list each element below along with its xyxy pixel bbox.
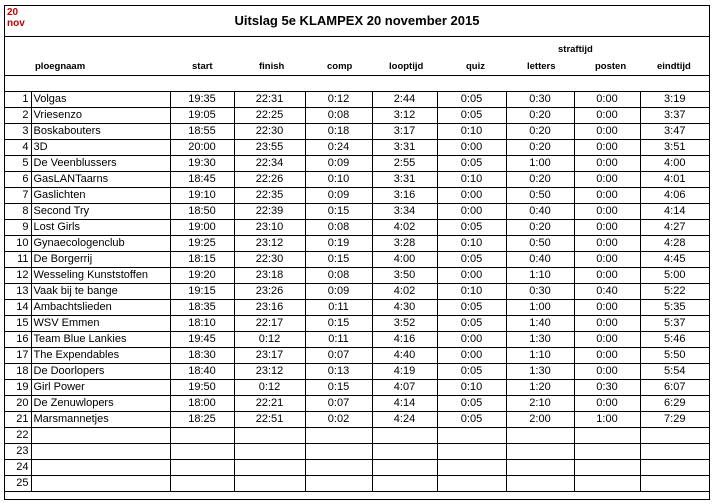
posten-penalty-cell: 0:00 xyxy=(574,252,640,268)
letters-penalty-cell: 0:20 xyxy=(506,108,574,124)
eindtijd-cell: 4:27 xyxy=(640,220,709,236)
eindtijd-cell: 4:06 xyxy=(640,188,709,204)
eindtijd-cell: 5:35 xyxy=(640,300,709,316)
looptijd-cell: 3:31 xyxy=(372,172,437,188)
start-time-cell: 20:00 xyxy=(170,140,234,156)
eindtijd-cell: 4:45 xyxy=(640,252,709,268)
letters-penalty-cell: 1:10 xyxy=(506,268,574,284)
letters-penalty-cell: 1:00 xyxy=(506,300,574,316)
looptijd-cell xyxy=(372,428,437,444)
start-time-cell: 19:00 xyxy=(170,220,234,236)
table-row xyxy=(5,444,709,460)
row-number-cell: 13 xyxy=(5,284,31,300)
looptijd-cell: 3:52 xyxy=(372,316,437,332)
comp-time-cell xyxy=(305,444,372,460)
quiz-penalty-cell: 0:00 xyxy=(437,332,506,348)
results-sheet xyxy=(4,5,710,500)
looptijd-cell: 2:44 xyxy=(372,92,437,108)
row-number-cell: 17 xyxy=(5,348,31,364)
looptijd-cell: 4:14 xyxy=(372,396,437,412)
team-name-cell: Marsmannetjes xyxy=(31,412,170,428)
table-row xyxy=(5,476,709,492)
finish-time-cell: 22:30 xyxy=(234,124,305,140)
table-row xyxy=(5,172,709,188)
looptijd-cell: 4:02 xyxy=(372,284,437,300)
row-number-cell: 10 xyxy=(5,236,31,252)
finish-time-cell: 22:35 xyxy=(234,188,305,204)
table-row xyxy=(5,332,709,348)
table-row xyxy=(5,124,709,140)
looptijd-cell: 4:19 xyxy=(372,364,437,380)
letters-penalty-cell: 1:30 xyxy=(506,364,574,380)
posten-penalty-cell xyxy=(574,428,640,444)
table-row xyxy=(5,236,709,252)
letters-penalty-cell: 1:30 xyxy=(506,332,574,348)
comp-time-cell: 0:07 xyxy=(305,348,372,364)
row-number-cell: 12 xyxy=(5,268,31,284)
posten-penalty-cell: 0:00 xyxy=(574,108,640,124)
comp-time-cell xyxy=(305,460,372,476)
looptijd-cell: 4:07 xyxy=(372,380,437,396)
eindtijd-cell: 5:54 xyxy=(640,364,709,380)
eindtijd-cell: 5:22 xyxy=(640,284,709,300)
row-number-cell: 18 xyxy=(5,364,31,380)
team-name-cell: Ambachtslieden xyxy=(31,300,170,316)
date-badge-day: 20 xyxy=(7,7,19,18)
letters-penalty-cell: 2:10 xyxy=(506,396,574,412)
letters-penalty-cell: 1:10 xyxy=(506,348,574,364)
table-row xyxy=(5,92,709,108)
header-divider xyxy=(5,75,709,76)
header-finish: finish xyxy=(259,61,285,72)
eindtijd-cell: 3:47 xyxy=(640,124,709,140)
team-name-cell: De Zenuwlopers xyxy=(31,396,170,412)
looptijd-cell xyxy=(372,476,437,492)
table-row xyxy=(5,460,709,476)
looptijd-cell: 4:16 xyxy=(372,332,437,348)
header-eindtijd: eindtijd xyxy=(657,61,691,72)
comp-time-cell: 0:15 xyxy=(305,380,372,396)
team-name-cell: GasLANTaarns xyxy=(31,172,170,188)
looptijd-cell: 3:16 xyxy=(372,188,437,204)
table-row xyxy=(5,204,709,220)
start-time-cell: 19:15 xyxy=(170,284,234,300)
row-number-cell: 15 xyxy=(5,316,31,332)
quiz-penalty-cell: 0:05 xyxy=(437,412,506,428)
finish-time-cell: 22:31 xyxy=(234,92,305,108)
looptijd-cell xyxy=(372,460,437,476)
finish-time-cell: 22:21 xyxy=(234,396,305,412)
posten-penalty-cell: 0:00 xyxy=(574,172,640,188)
posten-penalty-cell: 0:00 xyxy=(574,124,640,140)
comp-time-cell: 0:15 xyxy=(305,252,372,268)
title-bar xyxy=(5,6,709,37)
comp-time-cell: 0:13 xyxy=(305,364,372,380)
finish-time-cell: 22:34 xyxy=(234,156,305,172)
quiz-penalty-cell: 0:05 xyxy=(437,220,506,236)
comp-time-cell: 0:08 xyxy=(305,268,372,284)
quiz-penalty-cell: 0:05 xyxy=(437,300,506,316)
team-name-cell: Team Blue Lankies xyxy=(31,332,170,348)
header-start: start xyxy=(192,61,213,72)
eindtijd-cell: 4:14 xyxy=(640,204,709,220)
team-name-cell: De Doorlopers xyxy=(31,364,170,380)
table-row xyxy=(5,268,709,284)
posten-penalty-cell xyxy=(574,444,640,460)
team-name-cell: De Borgerrij xyxy=(31,252,170,268)
results-table xyxy=(5,91,709,492)
row-number-cell: 23 xyxy=(5,444,31,460)
row-number-cell: 7 xyxy=(5,188,31,204)
letters-penalty-cell: 1:40 xyxy=(506,316,574,332)
row-number-cell: 24 xyxy=(5,460,31,476)
comp-time-cell: 0:09 xyxy=(305,188,372,204)
table-row xyxy=(5,220,709,236)
start-time-cell: 19:10 xyxy=(170,188,234,204)
table-row xyxy=(5,284,709,300)
letters-penalty-cell: 0:50 xyxy=(506,236,574,252)
eindtijd-cell: 5:37 xyxy=(640,316,709,332)
start-time-cell: 18:25 xyxy=(170,412,234,428)
comp-time-cell: 0:19 xyxy=(305,236,372,252)
header-posten: posten xyxy=(595,61,627,72)
quiz-penalty-cell: 0:00 xyxy=(437,268,506,284)
row-number-cell: 21 xyxy=(5,412,31,428)
table-row xyxy=(5,380,709,396)
table-row xyxy=(5,156,709,172)
looptijd-cell: 3:34 xyxy=(372,204,437,220)
team-name-cell: Vriesenzo xyxy=(31,108,170,124)
eindtijd-cell xyxy=(640,476,709,492)
finish-time-cell xyxy=(234,460,305,476)
eindtijd-cell xyxy=(640,444,709,460)
table-row xyxy=(5,316,709,332)
quiz-penalty-cell: 0:10 xyxy=(437,284,506,300)
posten-penalty-cell: 0:00 xyxy=(574,220,640,236)
start-time-cell: 18:00 xyxy=(170,396,234,412)
eindtijd-cell: 5:50 xyxy=(640,348,709,364)
start-time-cell: 19:35 xyxy=(170,92,234,108)
quiz-penalty-cell: 0:10 xyxy=(437,236,506,252)
table-row xyxy=(5,364,709,380)
team-name-cell: 3D xyxy=(31,140,170,156)
start-time-cell: 18:10 xyxy=(170,316,234,332)
header-letters: letters xyxy=(527,61,556,72)
looptijd-cell: 3:12 xyxy=(372,108,437,124)
start-time-cell: 18:15 xyxy=(170,252,234,268)
comp-time-cell: 0:24 xyxy=(305,140,372,156)
table-row xyxy=(5,348,709,364)
finish-time-cell: 22:51 xyxy=(234,412,305,428)
eindtijd-cell: 7:29 xyxy=(640,412,709,428)
finish-time-cell: 23:55 xyxy=(234,140,305,156)
eindtijd-cell: 6:29 xyxy=(640,396,709,412)
quiz-penalty-cell: 0:05 xyxy=(437,108,506,124)
row-number-cell: 9 xyxy=(5,220,31,236)
start-time-cell: 19:05 xyxy=(170,108,234,124)
looptijd-cell: 3:50 xyxy=(372,268,437,284)
quiz-penalty-cell: 0:05 xyxy=(437,156,506,172)
comp-time-cell: 0:11 xyxy=(305,300,372,316)
looptijd-cell: 3:17 xyxy=(372,124,437,140)
quiz-penalty-cell: 0:10 xyxy=(437,172,506,188)
table-row xyxy=(5,396,709,412)
letters-penalty-cell: 0:20 xyxy=(506,124,574,140)
letters-penalty-cell: 0:40 xyxy=(506,204,574,220)
header-straftijd: straftijd xyxy=(558,44,593,55)
quiz-penalty-cell: 0:10 xyxy=(437,124,506,140)
finish-time-cell: 0:12 xyxy=(234,332,305,348)
quiz-penalty-cell xyxy=(437,428,506,444)
finish-time-cell xyxy=(234,444,305,460)
team-name-cell: Gynaecologenclub xyxy=(31,236,170,252)
row-number-cell: 14 xyxy=(5,300,31,316)
table-row xyxy=(5,140,709,156)
finish-time-cell: 22:17 xyxy=(234,316,305,332)
start-time-cell: 18:55 xyxy=(170,124,234,140)
date-badge-month: nov xyxy=(7,18,25,29)
looptijd-cell: 4:00 xyxy=(372,252,437,268)
posten-penalty-cell: 0:30 xyxy=(574,380,640,396)
finish-time-cell: 23:18 xyxy=(234,268,305,284)
row-number-cell: 1 xyxy=(5,92,31,108)
posten-penalty-cell: 0:00 xyxy=(574,204,640,220)
team-name-cell xyxy=(31,428,170,444)
posten-penalty-cell: 0:00 xyxy=(574,188,640,204)
quiz-penalty-cell: 0:05 xyxy=(437,92,506,108)
start-time-cell: 18:50 xyxy=(170,204,234,220)
row-number-cell: 3 xyxy=(5,124,31,140)
quiz-penalty-cell: 0:05 xyxy=(437,396,506,412)
posten-penalty-cell: 0:00 xyxy=(574,268,640,284)
start-time-cell: 18:45 xyxy=(170,172,234,188)
team-name-cell: Girl Power xyxy=(31,380,170,396)
team-name-cell: Gaslichten xyxy=(31,188,170,204)
looptijd-cell: 4:40 xyxy=(372,348,437,364)
row-number-cell: 8 xyxy=(5,204,31,220)
comp-time-cell: 0:02 xyxy=(305,412,372,428)
header-quiz: quiz xyxy=(466,61,485,72)
quiz-penalty-cell: 0:00 xyxy=(437,348,506,364)
eindtijd-cell: 3:51 xyxy=(640,140,709,156)
comp-time-cell xyxy=(305,476,372,492)
start-time-cell: 19:45 xyxy=(170,332,234,348)
comp-time-cell: 0:07 xyxy=(305,396,372,412)
start-time-cell: 19:25 xyxy=(170,236,234,252)
quiz-penalty-cell: 0:00 xyxy=(437,188,506,204)
comp-time-cell: 0:15 xyxy=(305,204,372,220)
letters-penalty-cell: 0:30 xyxy=(506,284,574,300)
finish-time-cell: 23:12 xyxy=(234,364,305,380)
quiz-penalty-cell xyxy=(437,444,506,460)
finish-time-cell: 0:12 xyxy=(234,380,305,396)
comp-time-cell xyxy=(305,428,372,444)
posten-penalty-cell: 0:00 xyxy=(574,332,640,348)
posten-penalty-cell: 0:00 xyxy=(574,348,640,364)
finish-time-cell: 23:17 xyxy=(234,348,305,364)
start-time-cell: 19:50 xyxy=(170,380,234,396)
letters-penalty-cell xyxy=(506,444,574,460)
eindtijd-cell: 3:19 xyxy=(640,92,709,108)
finish-time-cell xyxy=(234,428,305,444)
comp-time-cell: 0:10 xyxy=(305,172,372,188)
start-time-cell: 19:20 xyxy=(170,268,234,284)
table-row xyxy=(5,412,709,428)
table-row xyxy=(5,108,709,124)
finish-time-cell: 22:26 xyxy=(234,172,305,188)
table-row xyxy=(5,300,709,316)
letters-penalty-cell: 0:40 xyxy=(506,252,574,268)
row-number-cell: 22 xyxy=(5,428,31,444)
row-number-cell: 25 xyxy=(5,476,31,492)
team-name-cell: Second Try xyxy=(31,204,170,220)
eindtijd-cell: 4:00 xyxy=(640,156,709,172)
page-title: Uitslag 5e KLAMPEX 20 november 2015 xyxy=(234,13,480,28)
quiz-penalty-cell: 0:00 xyxy=(437,204,506,220)
start-time-cell: 19:30 xyxy=(170,156,234,172)
eindtijd-cell xyxy=(640,460,709,476)
start-time-cell xyxy=(170,428,234,444)
eindtijd-cell: 4:01 xyxy=(640,172,709,188)
row-number-cell: 20 xyxy=(5,396,31,412)
letters-penalty-cell xyxy=(506,428,574,444)
team-name-cell: De Veenblussers xyxy=(31,156,170,172)
team-name-cell: Lost Girls xyxy=(31,220,170,236)
start-time-cell: 18:35 xyxy=(170,300,234,316)
looptijd-cell xyxy=(372,444,437,460)
finish-time-cell: 23:10 xyxy=(234,220,305,236)
quiz-penalty-cell: 0:00 xyxy=(437,140,506,156)
posten-penalty-cell: 0:00 xyxy=(574,236,640,252)
letters-penalty-cell: 1:00 xyxy=(506,156,574,172)
team-name-cell xyxy=(31,476,170,492)
posten-penalty-cell: 0:00 xyxy=(574,92,640,108)
looptijd-cell: 4:02 xyxy=(372,220,437,236)
letters-penalty-cell: 0:20 xyxy=(506,220,574,236)
letters-penalty-cell xyxy=(506,476,574,492)
posten-penalty-cell: 0:40 xyxy=(574,284,640,300)
posten-penalty-cell xyxy=(574,476,640,492)
table-row xyxy=(5,252,709,268)
header-ploegnaam: ploegnaam xyxy=(35,61,86,72)
quiz-penalty-cell: 0:05 xyxy=(437,364,506,380)
team-name-cell: The Expendables xyxy=(31,348,170,364)
finish-time-cell: 22:39 xyxy=(234,204,305,220)
finish-time-cell: 23:26 xyxy=(234,284,305,300)
comp-time-cell: 0:09 xyxy=(305,284,372,300)
team-name-cell: Volgas xyxy=(31,92,170,108)
finish-time-cell: 22:25 xyxy=(234,108,305,124)
letters-penalty-cell: 1:20 xyxy=(506,380,574,396)
quiz-penalty-cell: 0:05 xyxy=(437,252,506,268)
finish-time-cell xyxy=(234,476,305,492)
finish-time-cell: 23:16 xyxy=(234,300,305,316)
comp-time-cell: 0:09 xyxy=(305,156,372,172)
comp-time-cell: 0:12 xyxy=(305,92,372,108)
finish-time-cell: 22:30 xyxy=(234,252,305,268)
row-number-cell: 4 xyxy=(5,140,31,156)
row-number-cell: 5 xyxy=(5,156,31,172)
comp-time-cell: 0:15 xyxy=(305,316,372,332)
comp-time-cell: 0:08 xyxy=(305,220,372,236)
looptijd-cell: 3:31 xyxy=(372,140,437,156)
posten-penalty-cell: 0:00 xyxy=(574,396,640,412)
posten-penalty-cell xyxy=(574,460,640,476)
letters-penalty-cell xyxy=(506,460,574,476)
team-name-cell xyxy=(31,444,170,460)
comp-time-cell: 0:18 xyxy=(305,124,372,140)
eindtijd-cell: 6:07 xyxy=(640,380,709,396)
start-time-cell: 18:40 xyxy=(170,364,234,380)
quiz-penalty-cell xyxy=(437,460,506,476)
eindtijd-cell xyxy=(640,428,709,444)
start-time-cell xyxy=(170,476,234,492)
team-name-cell: Wesseling Kunststoffen xyxy=(31,268,170,284)
comp-time-cell: 0:11 xyxy=(305,332,372,348)
finish-time-cell: 23:12 xyxy=(234,236,305,252)
eindtijd-cell: 5:00 xyxy=(640,268,709,284)
quiz-penalty-cell: 0:05 xyxy=(437,316,506,332)
header-looptijd: looptijd xyxy=(389,61,424,72)
start-time-cell xyxy=(170,444,234,460)
looptijd-cell: 4:24 xyxy=(372,412,437,428)
table-row xyxy=(5,428,709,444)
looptijd-cell: 2:55 xyxy=(372,156,437,172)
posten-penalty-cell: 0:00 xyxy=(574,364,640,380)
posten-penalty-cell: 0:00 xyxy=(574,316,640,332)
eindtijd-cell: 3:37 xyxy=(640,108,709,124)
quiz-penalty-cell xyxy=(437,476,506,492)
team-name-cell: WSV Emmen xyxy=(31,316,170,332)
quiz-penalty-cell: 0:10 xyxy=(437,380,506,396)
letters-penalty-cell: 0:20 xyxy=(506,172,574,188)
looptijd-cell: 4:30 xyxy=(372,300,437,316)
posten-penalty-cell: 1:00 xyxy=(574,412,640,428)
eindtijd-cell: 4:28 xyxy=(640,236,709,252)
looptijd-cell: 3:28 xyxy=(372,236,437,252)
team-name-cell xyxy=(31,460,170,476)
eindtijd-cell: 5:46 xyxy=(640,332,709,348)
letters-penalty-cell: 2:00 xyxy=(506,412,574,428)
row-number-cell: 6 xyxy=(5,172,31,188)
posten-penalty-cell: 0:00 xyxy=(574,300,640,316)
row-number-cell: 16 xyxy=(5,332,31,348)
posten-penalty-cell: 0:00 xyxy=(574,140,640,156)
start-time-cell xyxy=(170,460,234,476)
letters-penalty-cell: 0:30 xyxy=(506,92,574,108)
row-number-cell: 19 xyxy=(5,380,31,396)
start-time-cell: 18:30 xyxy=(170,348,234,364)
table-row xyxy=(5,188,709,204)
comp-time-cell: 0:08 xyxy=(305,108,372,124)
row-number-cell: 2 xyxy=(5,108,31,124)
team-name-cell: Vaak bij te bange xyxy=(31,284,170,300)
row-number-cell: 11 xyxy=(5,252,31,268)
team-name-cell: Boskabouters xyxy=(31,124,170,140)
posten-penalty-cell: 0:00 xyxy=(574,156,640,172)
header-comp: comp xyxy=(327,61,353,72)
letters-penalty-cell: 0:50 xyxy=(506,188,574,204)
letters-penalty-cell: 0:20 xyxy=(506,140,574,156)
